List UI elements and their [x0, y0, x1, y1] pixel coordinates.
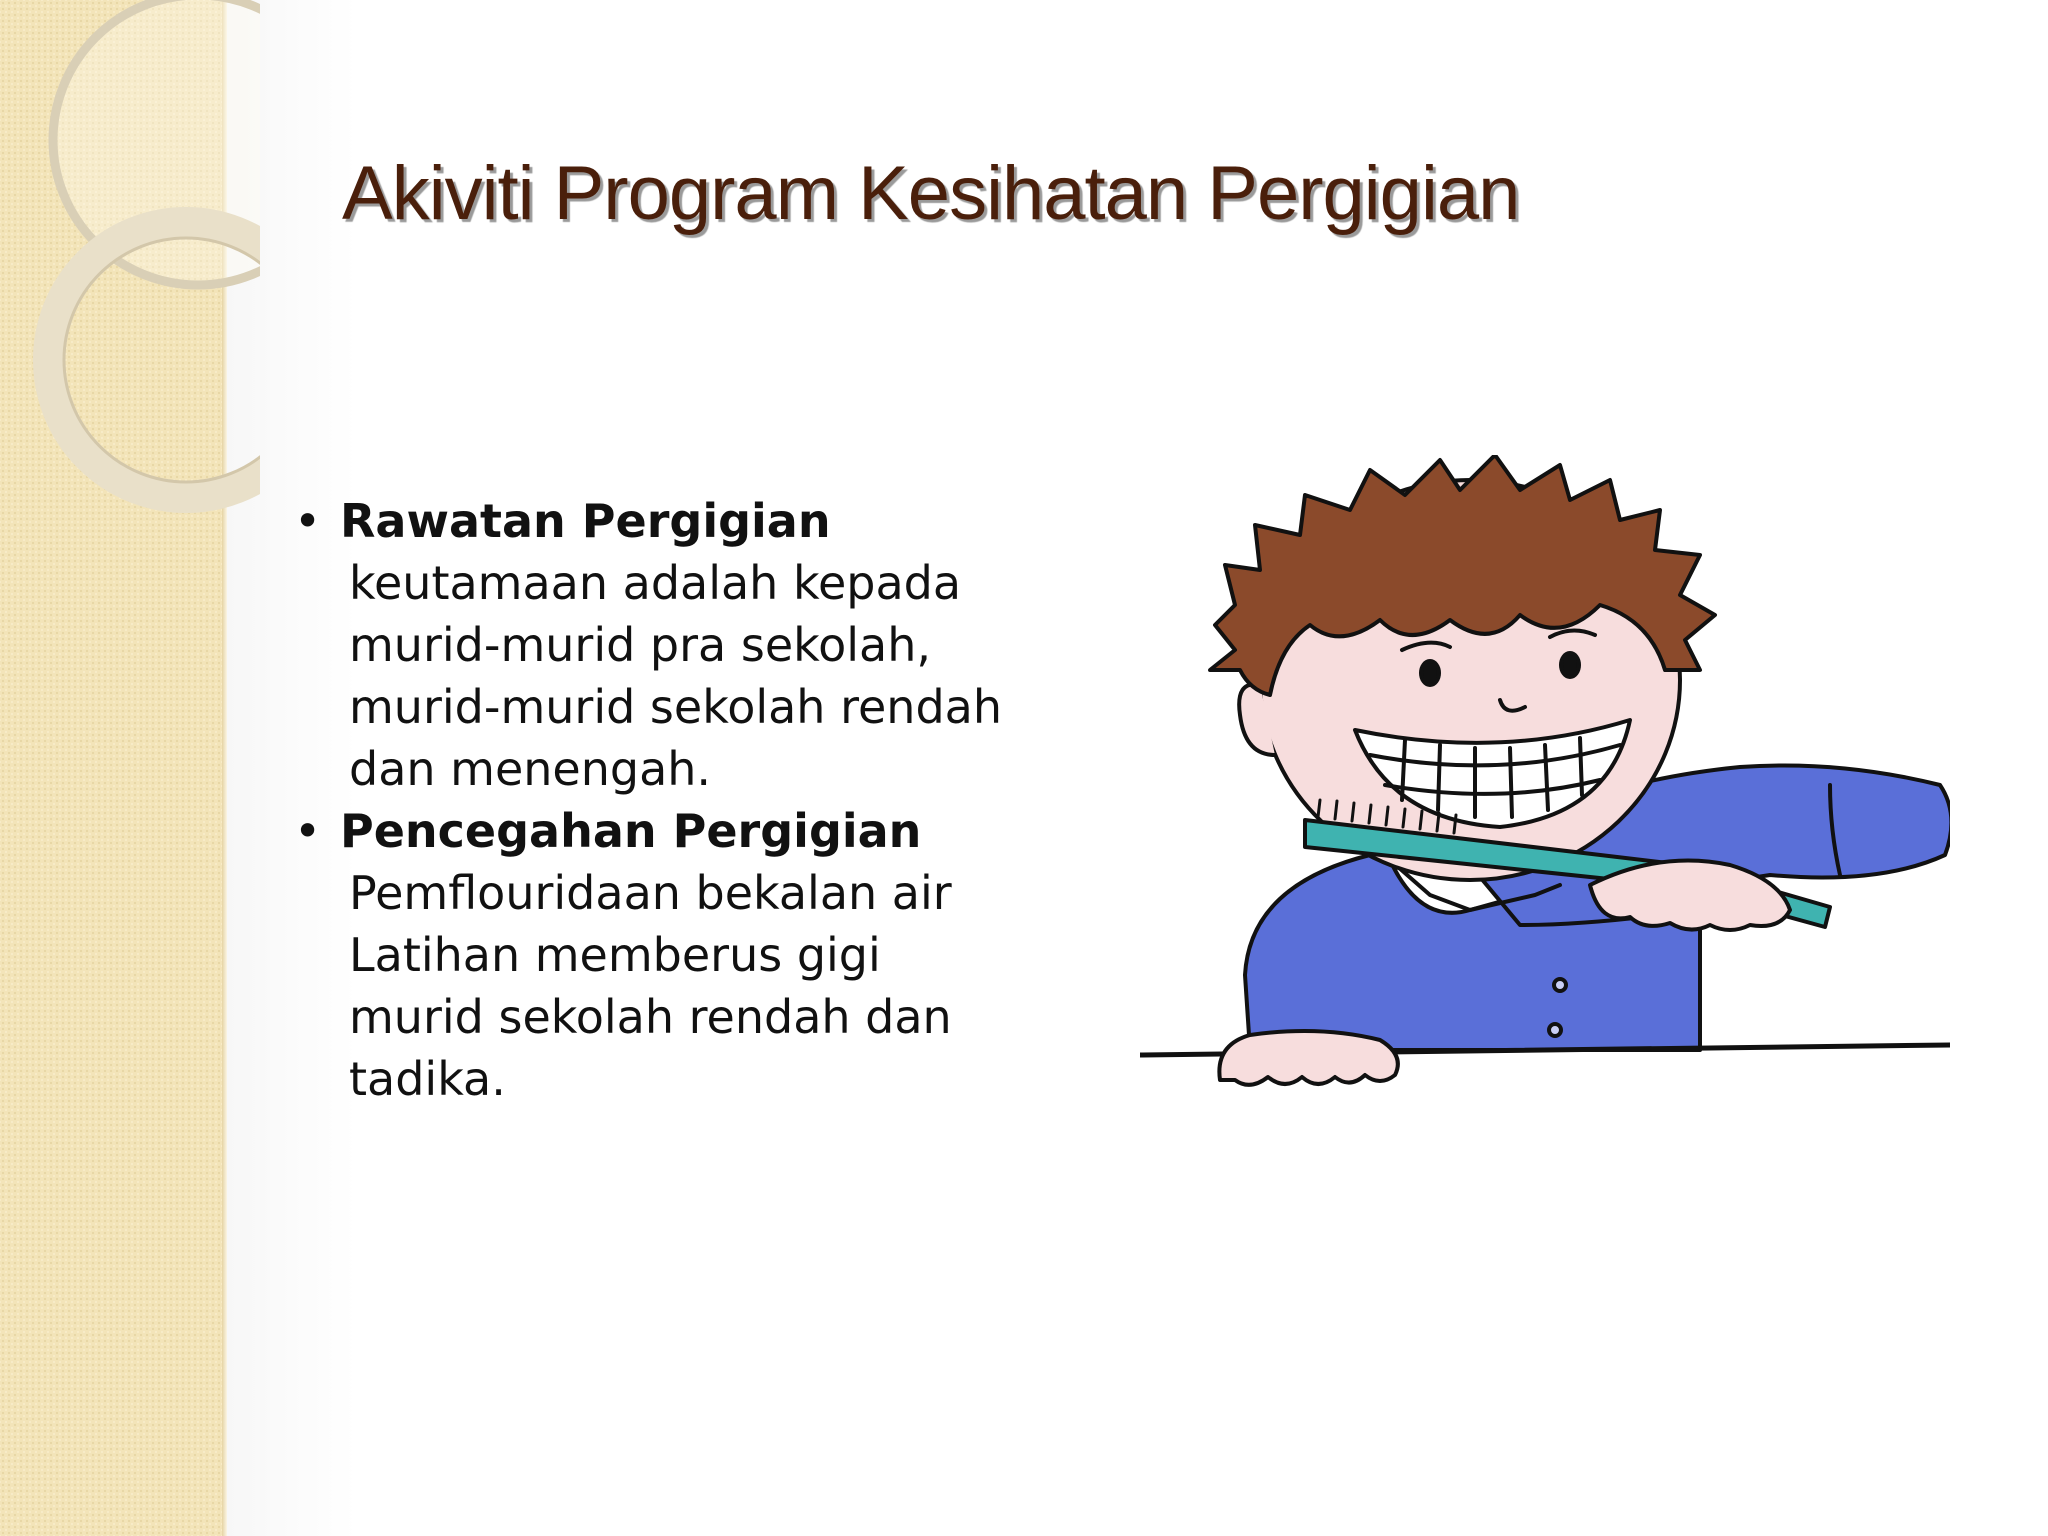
item-line: dan menengah. — [349, 742, 712, 796]
bullet-list — [294, 490, 1104, 1110]
bullet-icon: • — [294, 494, 322, 548]
item-line: tadika. — [349, 1052, 506, 1106]
slide-title: Akiviti Program Kesihatan Pergigian — [342, 151, 1520, 236]
item-line: murid-murid sekolah rendah — [349, 680, 1002, 734]
item-heading: Rawatan Pergigian — [340, 494, 831, 548]
boy-brushing-teeth-illustration — [1140, 455, 1950, 1095]
bullet-icon: • — [294, 804, 322, 858]
item-line: Pemflouridaan bekalan air — [349, 866, 952, 920]
item-line: Latihan memberus gigi — [349, 928, 881, 982]
item-line: murid-murid pra sekolah, — [349, 618, 932, 672]
item-heading: Pencegahan Pergigian — [340, 804, 922, 858]
list-item — [294, 490, 1104, 800]
list-item — [294, 800, 1104, 1110]
item-line: keutamaan adalah kepada — [349, 556, 962, 610]
decorative-circles — [0, 0, 260, 520]
item-line: murid sekolah rendah dan — [349, 990, 952, 1044]
